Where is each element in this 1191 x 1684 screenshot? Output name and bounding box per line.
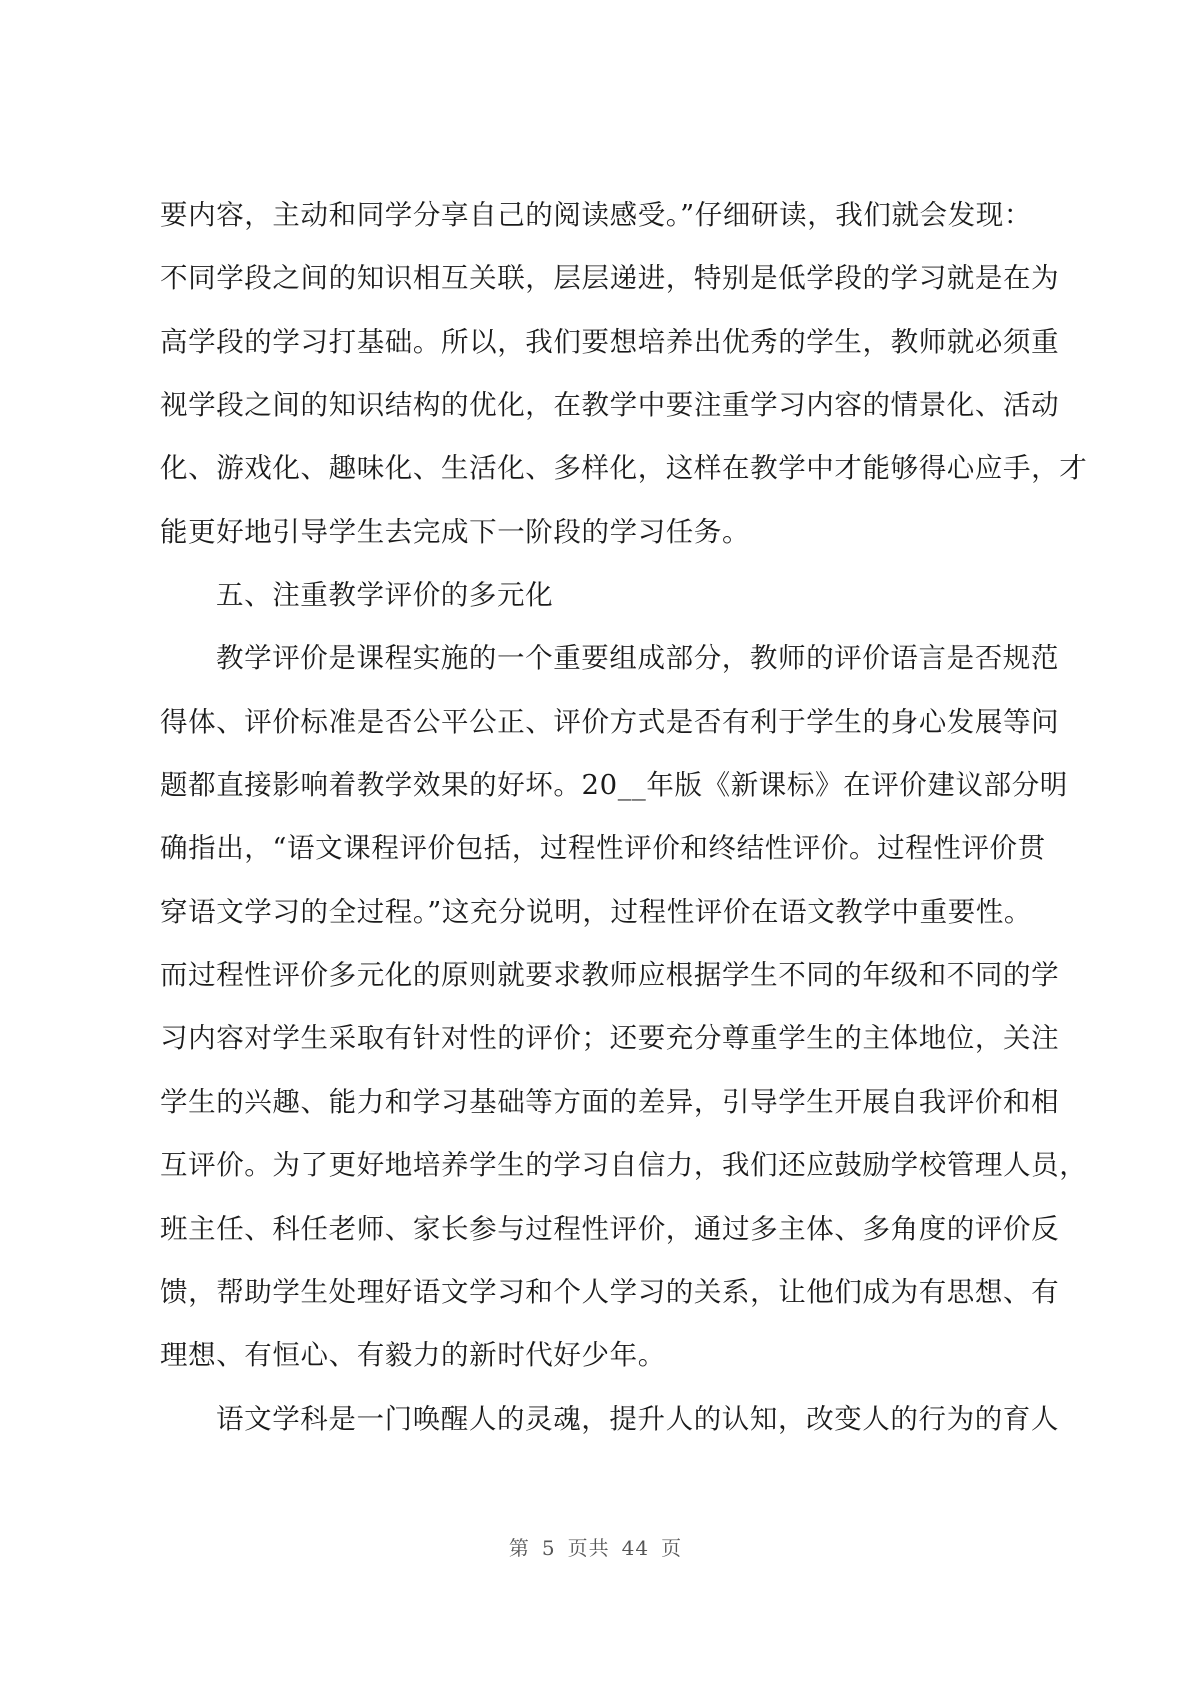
text-line: 而过程性评价多元化的原则就要求教师应根据学生不同的年级和不同的学: [160, 959, 1060, 992]
text-line: 高学段的学习打基础。所以，我们要想培养出优秀的学生，教师就必须重: [160, 325, 1060, 358]
text-line: 要内容，主动和同学分享自己的阅读感受。”仔细研读，我们就会发现：: [160, 199, 1033, 231]
text-line: 得体、评价标准是否公平公正、评价方式是否有利于学生的身心发展等问: [160, 705, 1060, 738]
text-line: 确指出，“语文课程评价包括，过程性评价和终结性评价。过程性评价贯: [160, 832, 1046, 865]
paragraph-first-line: 语文学科是一门唤醒人的灵魂，提升人的认知，改变人的行为的育人: [216, 1402, 1059, 1435]
text-line: 能更好地引导学生去完成下一阶段的学习任务。: [160, 515, 751, 548]
footer-mid: 页共: [567, 1536, 610, 1560]
section-heading: 五、注重教学评价的多元化: [216, 579, 554, 612]
text-line: 穿语文学习的全过程。”这充分说明，过程性评价在语文教学中重要性。: [160, 895, 1033, 928]
text-line: 馈，帮助学生处理好语文学习和个人学习的关系，让他们成为有思想、有: [160, 1275, 1060, 1308]
text-line: 视学段之间的知识结构的优化，在教学中要注重学习内容的情景化、活动: [160, 389, 1060, 422]
text-line: 题都直接影响着教学效果的好坏。20__年版《新课标》在评价建议部分明: [160, 769, 1068, 802]
document-body: [160, 184, 1088, 1451]
text-line: 化、游戏化、趣味化、生活化、多样化，这样在教学中才能够得心应手，才: [160, 452, 1088, 485]
text-line: 不同学段之间的知识相互关联，层层递进，特别是低学段的学习就是在为: [160, 262, 1060, 295]
text-line: 习内容对学生采取有针对性的评价；还要充分尊重学生的主体地位，关注: [160, 1022, 1060, 1055]
text-line: 班主任、科任老师、家长参与过程性评价，通过多主体、多角度的评价反: [160, 1212, 1060, 1245]
text-line: 学生的兴趣、能力和学习基础等方面的差异，引导学生开展自我评价和相: [160, 1085, 1060, 1118]
text-line: 互评价。为了更好地培养学生的学习自信力，我们还应鼓励学校管理人员，: [160, 1149, 1088, 1182]
page-footer: [0, 1532, 1191, 1561]
footer-suffix: 页: [661, 1536, 683, 1560]
current-page-number: 5: [541, 1536, 556, 1560]
text-line: 理想、有恒心、有毅力的新时代好少年。: [160, 1339, 666, 1372]
footer-prefix: 第: [508, 1536, 530, 1560]
paragraph-first-line: 教学评价是课程实施的一个重要组成部分，教师的评价语言是否规范: [216, 642, 1059, 675]
total-pages-number: 44: [621, 1536, 650, 1560]
